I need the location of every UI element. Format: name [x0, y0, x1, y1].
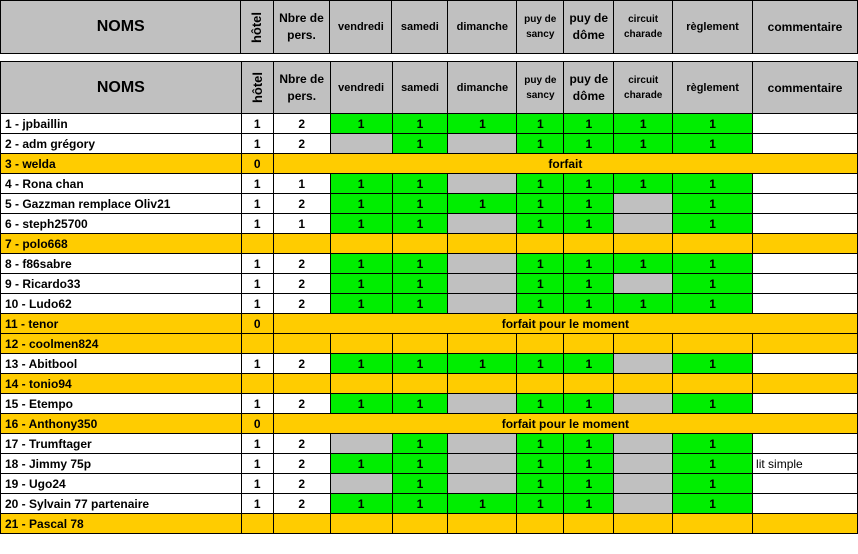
- participant-name-cell[interactable]: 3 - welda: [1, 154, 242, 174]
- participant-name-cell[interactable]: 17 - Trumftager: [1, 434, 242, 454]
- header-puy-de-sancy[interactable]: [517, 62, 564, 114]
- commentaire-cell[interactable]: [753, 434, 858, 454]
- puy-de-dome-cell[interactable]: 1: [564, 274, 614, 294]
- table-row: [1, 234, 858, 254]
- samedi-cell[interactable]: 1: [392, 114, 448, 134]
- dimanche-cell[interactable]: [448, 254, 517, 274]
- empty-cell[interactable]: [614, 514, 673, 534]
- empty-cell[interactable]: [273, 334, 330, 354]
- header-dome-line1: puy de: [569, 71, 609, 86]
- circuit-charade-cell[interactable]: 1: [614, 134, 673, 154]
- puy-de-dome-cell[interactable]: 1: [564, 474, 614, 494]
- commentaire-cell[interactable]: lit simple: [753, 454, 858, 474]
- vendredi-cell[interactable]: 1: [330, 294, 392, 314]
- reglement-cell[interactable]: 1: [673, 214, 753, 234]
- table-row: [1, 454, 858, 474]
- empty-cell[interactable]: [330, 334, 392, 354]
- vendredi-cell[interactable]: 1: [330, 454, 392, 474]
- table-row: [1, 334, 858, 354]
- hotel-cell[interactable]: 1: [241, 454, 273, 474]
- empty-cell[interactable]: [517, 514, 564, 534]
- participant-name-cell[interactable]: 14 - tonio94: [1, 374, 242, 394]
- commentaire-cell[interactable]: [753, 114, 858, 134]
- commentaire-cell[interactable]: [753, 254, 858, 274]
- header-reglement[interactable]: règlement: [673, 1, 753, 54]
- vendredi-cell[interactable]: 1: [330, 394, 392, 414]
- samedi-cell[interactable]: 1: [392, 434, 448, 454]
- puy-de-sancy-cell[interactable]: 1: [517, 454, 564, 474]
- circuit-charade-cell[interactable]: [614, 474, 673, 494]
- commentaire-cell[interactable]: [753, 174, 858, 194]
- header-sancy-line1: puy de: [524, 74, 557, 86]
- table-row: [1, 214, 858, 234]
- header-dome-line1: puy de: [569, 11, 609, 25]
- reglement-cell[interactable]: 1: [673, 474, 753, 494]
- empty-cell[interactable]: [564, 514, 614, 534]
- hotel-cell[interactable]: 1: [241, 174, 273, 194]
- samedi-cell[interactable]: 1: [392, 474, 448, 494]
- commentaire-cell[interactable]: [753, 134, 858, 154]
- commentaire-cell[interactable]: [753, 194, 858, 214]
- table-row: [1, 114, 858, 134]
- puy-de-sancy-cell[interactable]: 1: [517, 174, 564, 194]
- header-dome-line2: dôme: [572, 28, 605, 42]
- participant-name-cell[interactable]: 18 - Jimmy 75p: [1, 454, 242, 474]
- hotel-cell[interactable]: [241, 374, 273, 394]
- dimanche-cell[interactable]: [448, 434, 517, 454]
- circuit-charade-cell[interactable]: 1: [614, 174, 673, 194]
- participant-name-cell[interactable]: 6 - steph25700: [1, 214, 242, 234]
- reglement-cell[interactable]: 1: [673, 294, 753, 314]
- participant-name-cell[interactable]: 16 - Anthony350: [1, 414, 242, 434]
- empty-cell[interactable]: [753, 234, 858, 254]
- puy-de-dome-cell[interactable]: 1: [564, 354, 614, 374]
- empty-cell[interactable]: [392, 514, 448, 534]
- circuit-charade-cell[interactable]: 1: [614, 254, 673, 274]
- hotel-cell[interactable]: [241, 234, 273, 254]
- participant-name-cell[interactable]: 5 - Gazzman remplace Oliv21: [1, 194, 242, 214]
- nbre-pers-cell[interactable]: 2: [273, 474, 330, 494]
- participant-name-cell[interactable]: 9 - Ricardo33: [1, 274, 242, 294]
- participant-name-cell[interactable]: 1 - jpbaillin: [1, 114, 242, 134]
- participant-name-cell[interactable]: 12 - coolmen824: [1, 334, 242, 354]
- header-row: [1, 62, 858, 114]
- hotel-cell[interactable]: 1: [241, 394, 273, 414]
- hotel-cell[interactable]: 1: [241, 274, 273, 294]
- samedi-cell[interactable]: 1: [392, 174, 448, 194]
- samedi-cell[interactable]: 1: [392, 454, 448, 474]
- dimanche-cell[interactable]: [448, 274, 517, 294]
- forfait-cell[interactable]: forfait pour le moment: [273, 414, 857, 434]
- frozen-header-table: [0, 0, 858, 54]
- circuit-charade-cell[interactable]: [614, 454, 673, 474]
- hotel-cell[interactable]: 1: [241, 494, 273, 514]
- empty-cell[interactable]: [330, 374, 392, 394]
- header-circuit-line2: charade: [623, 29, 663, 40]
- circuit-charade-cell[interactable]: [614, 194, 673, 214]
- dimanche-cell[interactable]: 1: [448, 114, 517, 134]
- header-row: [1, 1, 858, 54]
- vendredi-cell[interactable]: 1: [330, 174, 392, 194]
- puy-de-dome-cell[interactable]: 1: [564, 114, 614, 134]
- vendredi-cell[interactable]: [330, 434, 392, 454]
- puy-de-dome-cell[interactable]: 1: [564, 254, 614, 274]
- commentaire-cell[interactable]: [753, 294, 858, 314]
- reglement-cell[interactable]: 1: [673, 394, 753, 414]
- table-row: [1, 174, 858, 194]
- empty-cell[interactable]: [330, 514, 392, 534]
- puy-de-dome-cell[interactable]: 1: [564, 454, 614, 474]
- puy-de-sancy-cell[interactable]: 1: [517, 214, 564, 234]
- dimanche-cell[interactable]: 1: [448, 494, 517, 514]
- samedi-cell[interactable]: 1: [392, 274, 448, 294]
- reglement-cell[interactable]: 1: [673, 114, 753, 134]
- empty-cell[interactable]: [614, 374, 673, 394]
- empty-cell[interactable]: [753, 334, 858, 354]
- header-circuit-charade[interactable]: [614, 62, 673, 114]
- table-row: [1, 414, 858, 434]
- reglement-cell[interactable]: 1: [673, 354, 753, 374]
- samedi-cell[interactable]: 1: [392, 254, 448, 274]
- vendredi-cell[interactable]: 1: [330, 194, 392, 214]
- forfait-cell[interactable]: forfait pour le moment: [273, 314, 857, 334]
- nbre-pers-cell[interactable]: 2: [273, 194, 330, 214]
- samedi-cell[interactable]: 1: [392, 294, 448, 314]
- participant-name-cell[interactable]: 11 - tenor: [1, 314, 242, 334]
- table-row: [1, 254, 858, 274]
- header-circuit-line1: circuit: [628, 74, 659, 86]
- nbre-pers-cell[interactable]: 1: [273, 174, 330, 194]
- samedi-cell[interactable]: 1: [392, 134, 448, 154]
- hotel-cell[interactable]: [241, 334, 273, 354]
- puy-de-dome-cell[interactable]: 1: [564, 194, 614, 214]
- empty-cell[interactable]: [448, 234, 517, 254]
- header-nbre-pers-line2: pers.: [287, 28, 316, 42]
- table-row: [1, 494, 858, 514]
- header-noms[interactable]: NOMS: [1, 62, 242, 114]
- header-dome-line2: dôme: [572, 88, 605, 103]
- empty-cell[interactable]: [517, 334, 564, 354]
- puy-de-dome-cell[interactable]: 1: [564, 494, 614, 514]
- dimanche-cell[interactable]: 1: [448, 194, 517, 214]
- nbre-pers-cell[interactable]: 2: [273, 494, 330, 514]
- puy-de-dome-cell[interactable]: 1: [564, 134, 614, 154]
- header-nbre-pers[interactable]: [273, 62, 330, 114]
- table-row: [1, 354, 858, 374]
- commentaire-cell[interactable]: [753, 474, 858, 494]
- puy-de-dome-cell[interactable]: 1: [564, 214, 614, 234]
- table-row: [1, 394, 858, 414]
- header-hotel-label: hôtel: [249, 71, 265, 104]
- table-row: [1, 194, 858, 214]
- header-dimanche[interactable]: dimanche: [448, 1, 517, 54]
- dimanche-cell[interactable]: 1: [448, 354, 517, 374]
- table-row: [1, 154, 858, 174]
- puy-de-dome-cell[interactable]: 1: [564, 174, 614, 194]
- header-circuit-line2: charade: [624, 89, 663, 101]
- participant-name-cell[interactable]: 2 - adm grégory: [1, 134, 242, 154]
- header-nbre-pers[interactable]: [273, 1, 330, 54]
- header-hotel-label: hôtel: [249, 11, 265, 43]
- nbre-pers-cell[interactable]: 2: [273, 274, 330, 294]
- samedi-cell[interactable]: 1: [392, 194, 448, 214]
- participant-name-cell[interactable]: 19 - Ugo24: [1, 474, 242, 494]
- participant-name-cell[interactable]: 13 - Abitbool: [1, 354, 242, 374]
- hotel-cell[interactable]: [241, 514, 273, 534]
- circuit-charade-cell[interactable]: [614, 214, 673, 234]
- puy-de-sancy-cell[interactable]: 1: [517, 114, 564, 134]
- registration-table: [0, 61, 858, 534]
- hotel-cell[interactable]: 0: [241, 414, 273, 434]
- vendredi-cell[interactable]: 1: [330, 254, 392, 274]
- circuit-charade-cell[interactable]: [614, 354, 673, 374]
- participant-name-cell[interactable]: 20 - Sylvain 77 partenaire: [1, 494, 242, 514]
- reglement-cell[interactable]: 1: [673, 274, 753, 294]
- empty-cell[interactable]: [673, 234, 753, 254]
- empty-cell[interactable]: [564, 234, 614, 254]
- table-row: [1, 474, 858, 494]
- participant-name-cell[interactable]: 4 - Rona chan: [1, 174, 242, 194]
- puy-de-sancy-cell[interactable]: 1: [517, 494, 564, 514]
- participant-name-cell[interactable]: 15 - Etempo: [1, 394, 242, 414]
- empty-cell[interactable]: [392, 234, 448, 254]
- header-sancy-line2: sancy: [526, 29, 555, 40]
- dimanche-cell[interactable]: [448, 294, 517, 314]
- participant-name-cell[interactable]: 10 - Ludo62: [1, 294, 242, 314]
- forfait-cell[interactable]: forfait: [273, 154, 857, 174]
- header-samedi[interactable]: samedi: [392, 1, 448, 54]
- header-dimanche[interactable]: dimanche: [448, 62, 517, 114]
- commentaire-cell[interactable]: [753, 494, 858, 514]
- empty-cell[interactable]: [673, 334, 753, 354]
- header-noms[interactable]: NOMS: [1, 1, 241, 54]
- empty-cell[interactable]: [753, 514, 858, 534]
- dimanche-cell[interactable]: [448, 474, 517, 494]
- header-puy-de-dome[interactable]: [564, 62, 614, 114]
- nbre-pers-cell[interactable]: 2: [273, 114, 330, 134]
- hotel-cell[interactable]: 1: [241, 294, 273, 314]
- empty-cell[interactable]: [448, 514, 517, 534]
- hotel-cell[interactable]: 0: [241, 154, 273, 174]
- empty-cell[interactable]: [614, 334, 673, 354]
- dimanche-cell[interactable]: [448, 134, 517, 154]
- empty-cell[interactable]: [273, 374, 330, 394]
- dimanche-cell[interactable]: [448, 214, 517, 234]
- participant-name-cell[interactable]: 7 - polo668: [1, 234, 242, 254]
- nbre-pers-cell[interactable]: 2: [273, 434, 330, 454]
- circuit-charade-cell[interactable]: [614, 274, 673, 294]
- hotel-cell[interactable]: 1: [241, 354, 273, 374]
- circuit-charade-cell[interactable]: [614, 394, 673, 414]
- reglement-cell[interactable]: 1: [673, 134, 753, 154]
- puy-de-sancy-cell[interactable]: 1: [517, 294, 564, 314]
- header-nbre-pers-line2: pers.: [287, 88, 317, 103]
- circuit-charade-cell[interactable]: [614, 434, 673, 454]
- empty-cell[interactable]: [564, 374, 614, 394]
- participant-name-cell[interactable]: 21 - Pascal 78: [1, 514, 242, 534]
- puy-de-sancy-cell[interactable]: 1: [517, 354, 564, 374]
- puy-de-dome-cell[interactable]: 1: [564, 294, 614, 314]
- header-vendredi[interactable]: vendredi: [330, 1, 392, 54]
- empty-cell[interactable]: [673, 374, 753, 394]
- commentaire-cell[interactable]: [753, 394, 858, 414]
- puy-de-sancy-cell[interactable]: 1: [517, 254, 564, 274]
- hotel-cell[interactable]: 1: [241, 214, 273, 234]
- header-puy-de-sancy[interactable]: [517, 1, 564, 54]
- empty-cell[interactable]: [564, 334, 614, 354]
- header-puy-de-dome[interactable]: [564, 1, 614, 54]
- nbre-pers-cell[interactable]: 2: [273, 134, 330, 154]
- samedi-cell[interactable]: 1: [392, 394, 448, 414]
- commentaire-cell[interactable]: [753, 214, 858, 234]
- header-samedi[interactable]: samedi: [392, 62, 448, 114]
- empty-cell[interactable]: [517, 234, 564, 254]
- hotel-cell[interactable]: 1: [241, 474, 273, 494]
- dimanche-cell[interactable]: [448, 394, 517, 414]
- header-commentaire[interactable]: commentaire: [753, 62, 858, 114]
- puy-de-sancy-cell[interactable]: 1: [517, 474, 564, 494]
- table-row: [1, 434, 858, 454]
- nbre-pers-cell[interactable]: 2: [273, 254, 330, 274]
- hotel-cell[interactable]: 1: [241, 134, 273, 154]
- puy-de-sancy-cell[interactable]: 1: [517, 194, 564, 214]
- reglement-cell[interactable]: 1: [673, 194, 753, 214]
- puy-de-dome-cell[interactable]: 1: [564, 434, 614, 454]
- header-commentaire[interactable]: commentaire: [753, 1, 858, 54]
- empty-cell[interactable]: [753, 374, 858, 394]
- vendredi-cell[interactable]: 1: [330, 214, 392, 234]
- table-row: [1, 294, 858, 314]
- circuit-charade-cell[interactable]: [614, 494, 673, 514]
- table-row: [1, 374, 858, 394]
- header-reglement[interactable]: règlement: [673, 62, 753, 114]
- participant-rows: [1, 114, 858, 534]
- hotel-cell[interactable]: 0: [241, 314, 273, 334]
- nbre-pers-cell[interactable]: 2: [273, 294, 330, 314]
- reglement-cell[interactable]: 1: [673, 434, 753, 454]
- samedi-cell[interactable]: 1: [392, 354, 448, 374]
- nbre-pers-cell[interactable]: 1: [273, 214, 330, 234]
- hotel-cell[interactable]: 1: [241, 434, 273, 454]
- commentaire-cell[interactable]: [753, 274, 858, 294]
- header-nbre-pers-line1: Nbre de: [279, 11, 324, 25]
- commentaire-cell[interactable]: [753, 354, 858, 374]
- empty-cell[interactable]: [273, 514, 330, 534]
- reglement-cell[interactable]: 1: [673, 494, 753, 514]
- nbre-pers-cell[interactable]: 2: [273, 394, 330, 414]
- reglement-cell[interactable]: 1: [673, 254, 753, 274]
- empty-cell[interactable]: [673, 514, 753, 534]
- header-vendredi[interactable]: vendredi: [330, 62, 392, 114]
- puy-de-sancy-cell[interactable]: 1: [517, 394, 564, 414]
- reglement-cell[interactable]: 1: [673, 174, 753, 194]
- nbre-pers-cell[interactable]: 2: [273, 454, 330, 474]
- empty-cell[interactable]: [448, 334, 517, 354]
- vendredi-cell[interactable]: 1: [330, 494, 392, 514]
- puy-de-sancy-cell[interactable]: 1: [517, 134, 564, 154]
- header-hotel[interactable]: [241, 62, 273, 114]
- header-hotel[interactable]: [241, 1, 273, 54]
- puy-de-sancy-cell[interactable]: 1: [517, 434, 564, 454]
- vendredi-cell[interactable]: 1: [330, 354, 392, 374]
- table-row: [1, 314, 858, 334]
- hotel-cell[interactable]: 1: [241, 194, 273, 214]
- samedi-cell[interactable]: 1: [392, 494, 448, 514]
- header-circuit-charade[interactable]: [614, 1, 673, 54]
- empty-cell[interactable]: [330, 234, 392, 254]
- header-nbre-pers-line1: Nbre de: [279, 71, 325, 86]
- samedi-cell[interactable]: 1: [392, 214, 448, 234]
- vendredi-cell[interactable]: 1: [330, 274, 392, 294]
- vendredi-cell[interactable]: [330, 134, 392, 154]
- header-sancy-line2: sancy: [526, 89, 555, 101]
- empty-cell[interactable]: [448, 374, 517, 394]
- empty-cell[interactable]: [392, 334, 448, 354]
- header-sancy-line1: puy de: [524, 14, 557, 25]
- circuit-charade-cell[interactable]: 1: [614, 294, 673, 314]
- hotel-cell[interactable]: 1: [241, 254, 273, 274]
- vendredi-cell[interactable]: 1: [330, 114, 392, 134]
- dimanche-cell[interactable]: [448, 174, 517, 194]
- table-row: [1, 134, 858, 154]
- circuit-charade-cell[interactable]: 1: [614, 114, 673, 134]
- header-circuit-line1: circuit: [628, 14, 659, 25]
- nbre-pers-cell[interactable]: 2: [273, 354, 330, 374]
- empty-cell[interactable]: [517, 374, 564, 394]
- puy-de-dome-cell[interactable]: 1: [564, 394, 614, 414]
- puy-de-sancy-cell[interactable]: 1: [517, 274, 564, 294]
- empty-cell[interactable]: [392, 374, 448, 394]
- table-row: [1, 514, 858, 534]
- empty-cell[interactable]: [614, 234, 673, 254]
- table-row: [1, 274, 858, 294]
- dimanche-cell[interactable]: [448, 454, 517, 474]
- hotel-cell[interactable]: 1: [241, 114, 273, 134]
- participant-name-cell[interactable]: 8 - f86sabre: [1, 254, 242, 274]
- vendredi-cell[interactable]: [330, 474, 392, 494]
- reglement-cell[interactable]: 1: [673, 454, 753, 474]
- empty-cell[interactable]: [273, 234, 330, 254]
